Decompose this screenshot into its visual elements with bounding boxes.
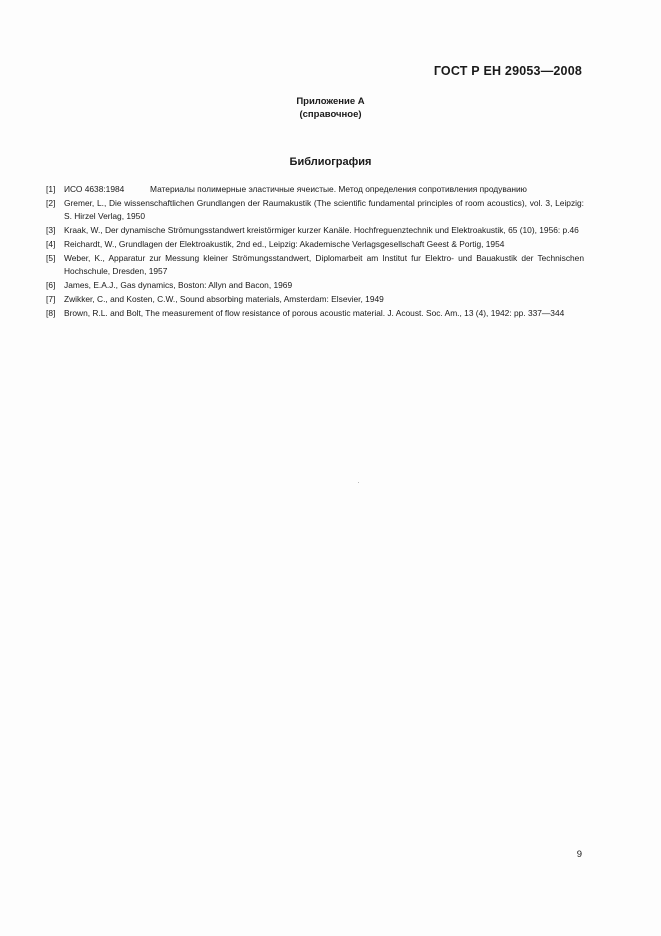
list-item — [46, 279, 584, 292]
bibliography-title: Библиография — [289, 156, 372, 168]
list-item — [46, 183, 584, 196]
item-text: Weber, K., Apparatur zur Messung kleiner Strömungsstandwert, Diplomarbeit am Institut fur Elektro- und Bauakustik der Technischen Hochschule, Dresden, 1957 — [64, 253, 584, 276]
item-number: [4] — [46, 239, 56, 249]
bibliography-list — [46, 183, 584, 321]
item-text: Kraak, W., Der dynamische Strömungsstandwert kreistörmiger kurzer Kanäle. Hochfreguenztechnik und Elektroakustik, 65 (10), 1956: p.46 — [64, 225, 579, 235]
item-number: [1] — [46, 184, 56, 194]
item-number: [8] — [46, 308, 56, 318]
list-item — [46, 252, 584, 278]
annex-subtitle: (справочное) — [299, 109, 362, 120]
item-text: Brown, R.L. and Bolt, The measurement of flow resistance of porous acoustic material. J. Acoust. Soc. Am., 13 (4), 1942: pp. 337—344 — [64, 308, 565, 318]
item-number: [7] — [46, 294, 56, 304]
scan-artifact — [358, 482, 359, 483]
item-text: Zwikker, C., and Kosten, C.W., Sound absorbing materials, Amsterdam: Elsevier, 1949 — [64, 294, 384, 304]
annex-title: Приложение А — [296, 96, 365, 107]
list-item — [46, 238, 584, 251]
item-number: [2] — [46, 198, 56, 208]
standard-code: ГОСТ Р ЕН 29053—2008 — [433, 64, 582, 78]
item-text: Gremer, L., Die wissenschaftlichen Grundlangen der Raumakustik (The scientific fundamental principles of room acoustics), vol. 3, Leipzig: S. Hirzel Verlag, 1950 — [64, 198, 584, 221]
item-code: ИСО 4638:1984 — [64, 184, 125, 194]
item-text: Reichardt, W., Grundlagen der Elektroakustik, 2nd ed., Leipzig: Akademische Verlagsgesellschaft Geest & Portig, 1954 — [64, 239, 505, 249]
page-number: 9 — [576, 849, 582, 860]
list-item — [46, 293, 584, 306]
item-number: [5] — [46, 253, 56, 263]
item-number: [3] — [46, 225, 56, 235]
list-item — [46, 224, 584, 237]
list-item — [46, 307, 584, 320]
item-text: Материалы полимерные эластичные ячеистые. Метод определения сопротивления продуванию — [150, 184, 527, 194]
annex-heading — [0, 95, 661, 121]
item-text: James, E.A.J., Gas dynamics, Boston: Allyn and Bacon, 1969 — [64, 280, 293, 290]
list-item — [46, 197, 584, 223]
item-number: [6] — [46, 280, 56, 290]
